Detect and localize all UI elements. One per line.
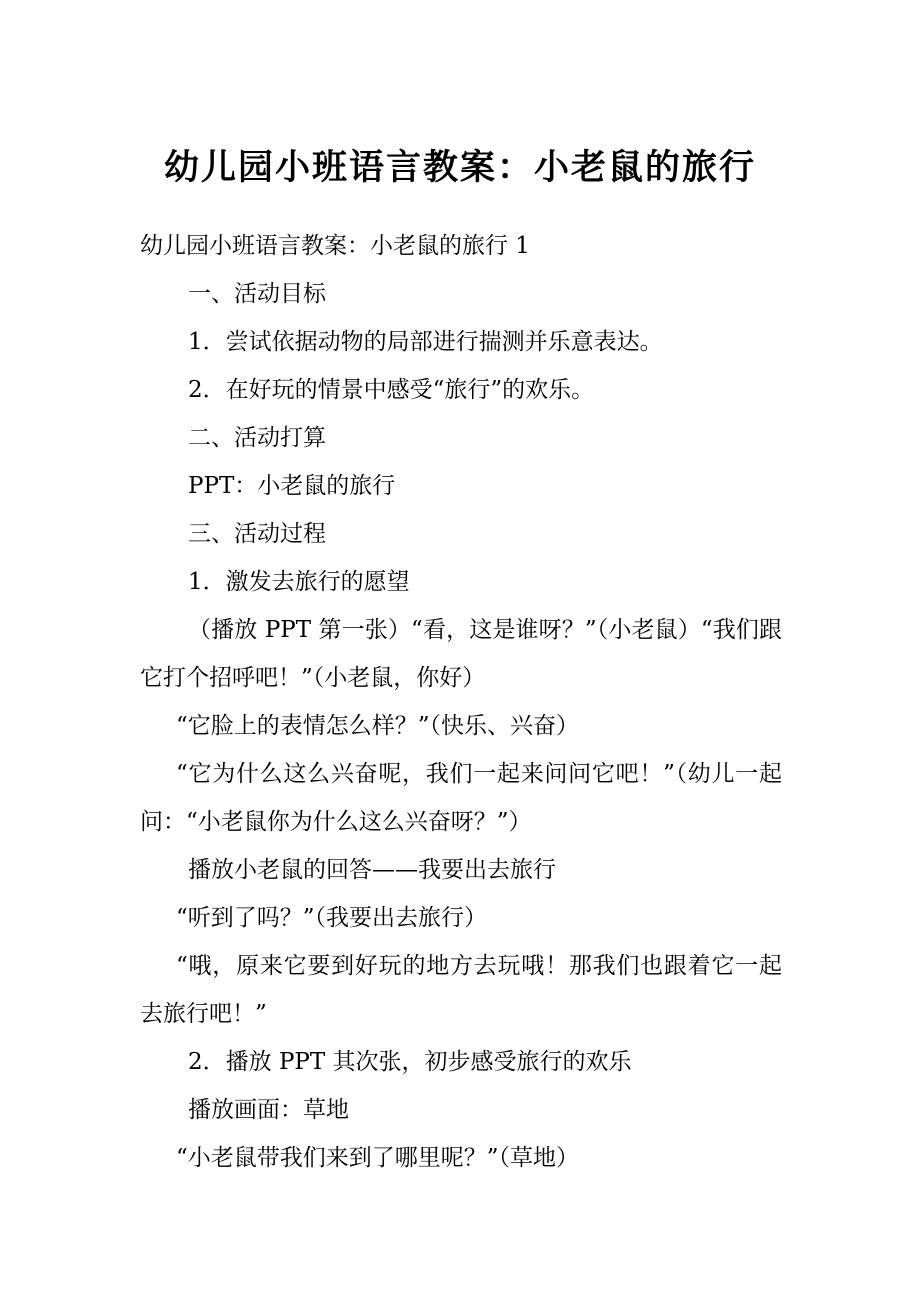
paragraph: 1．尝试依据动物的局部进行揣测并乐意表达。 (188, 329, 663, 355)
paragraph: “哦，原来它要到好玩的地方去玩哦！那我们也跟着它一起去旅行吧！” (140, 953, 782, 1027)
paragraph: 二、活动打算 (188, 425, 326, 451)
paragraph: （播放 PPT 第一张）“看，这是谁呀？”（小老鼠）“我们跟它打个招呼吧！”（小老鼠，你好） (140, 617, 782, 691)
paragraph: “它脸上的表情怎么样？”（快乐、兴奋） (176, 713, 580, 739)
paragraph: “听到了吗？”（我要出去旅行） (176, 905, 488, 931)
paragraph: 播放小老鼠的回答——我要出去旅行 (188, 857, 556, 883)
paragraph: 2．播放 PPT 其次张，初步感受旅行的欢乐 (188, 1049, 632, 1075)
paragraph: 1．激发去旅行的愿望 (188, 569, 410, 595)
paragraph: PPT：小老鼠的旅行 (188, 473, 396, 499)
document-title: 幼儿园小班语言教案：小老鼠的旅行 (163, 147, 756, 188)
paragraph: 三、活动过程 (188, 521, 326, 547)
paragraph: 2．在好玩的情景中感受“旅行”的欢乐。 (188, 377, 595, 403)
section-heading: 幼儿园小班语言教案：小老鼠的旅行 1 (140, 233, 530, 259)
paragraph: “小老鼠带我们来到了哪里呢？”（草地） (176, 1145, 580, 1171)
paragraph: “它为什么这么兴奋呢，我们一起来问问它吧！”（幼儿一起问：“小老鼠你为什么这么兴奋呀？”） (140, 761, 782, 835)
paragraph: 播放画面：草地 (188, 1097, 349, 1123)
document-body (140, 222, 782, 1182)
paragraph: 一、活动目标 (188, 281, 326, 307)
